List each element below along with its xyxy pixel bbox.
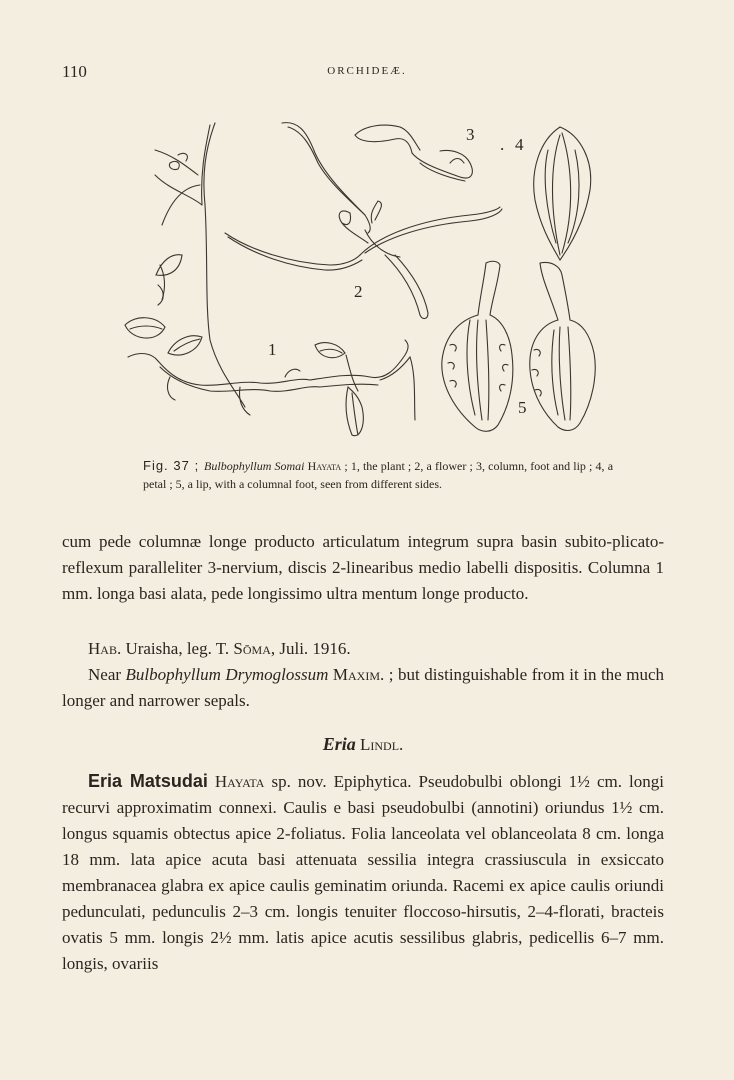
habitat-paragraph [62,636,664,662]
habitat-and-notes [62,636,664,714]
hab-collector: Sōma [233,639,271,658]
species-name: Eria Matsudai [88,771,208,791]
description-continuation [62,529,664,607]
near-rest: ; but distinguishable from it in the much longer and narrower sepals. [62,665,665,710]
genus-name: Eria [322,734,356,754]
genus-author: Lindl. [355,735,404,754]
header-title: ORCHIDEÆ. [327,65,407,77]
figure-label-4: 4 [515,135,524,154]
figure-1-plant [125,123,415,436]
hab-label: Hab. [88,639,122,658]
figure-label-separator: . [500,135,505,154]
figure-label-2: 2 [354,282,363,301]
comparison-paragraph [62,662,664,714]
figure-label-5: 5 [518,398,527,417]
botanical-illustration [110,115,620,450]
caption-species: Bulbophyllum Somai [204,459,305,473]
near-lead: Near [88,665,126,684]
figure-4-petal [534,127,591,260]
figure-3-column [355,125,472,181]
hab-date: , Juli. 1916. [270,639,351,658]
figure-2-flower [225,123,505,319]
hab-text: Uraisha, leg. T. [121,639,234,658]
running-head [62,62,672,82]
near-author: Maxim. [328,665,385,684]
caption-author: Hayata [304,459,342,473]
figure-caption [143,457,613,493]
species-paragraph [62,768,664,977]
species-text: sp. nov. Epiphytica. Pseudobulbi oblongi 1½ cm. longi recurvi approximatim connexi. Caulis e basi pseudobulbi (annotini) oriundus 1½ cm. longus squamis obtectus apice 2-foliatus. Folia lanceolata vel oblanceolata 8 cm. longa 18 mm. lata apice acuta basi attenuata sessilia integra crassiuscula in exsiccato membranacea glabra ex apice caulis geminatim oriunda. Racemi ex apice caulis oriundi pedunculati, pedunculis 2–3 cm. longis tenuiter floccoso-hirsutis, 2–4-florati, bracteis ovatis 5 mm. longis 2½ mm. latis apice acutis sessilibus glabris, pedicellis 6–7 mm. longis, ovariis [62,772,664,973]
page-number: 110 [62,62,87,81]
caption-text: ; 1, the plant ; 2, a flower ; 3, column, foot and lip ; 4, a petal ; 5, a lip, with a columnal foot, seen from different sides. [143,459,614,491]
figure-label-1: 1 [268,340,277,359]
near-species: Bulbophyllum Drymoglossum [125,665,329,684]
species-description [62,768,664,977]
figure-label-3: 3 [466,125,475,144]
genus-heading [62,734,664,755]
paragraph: cum pede columnæ longe producto articulatum integrum supra basin subito-plicato-reflexum paralleliter 3-nervium, discis 2-linearibus medio labelli dispositis. Columna 1 mm. longa basi alata, pede longissimo ultra mentum longe producto. [62,532,664,603]
caption-figure-number: Fig. 37 ; [143,458,205,473]
species-author: Hayata [207,772,265,791]
